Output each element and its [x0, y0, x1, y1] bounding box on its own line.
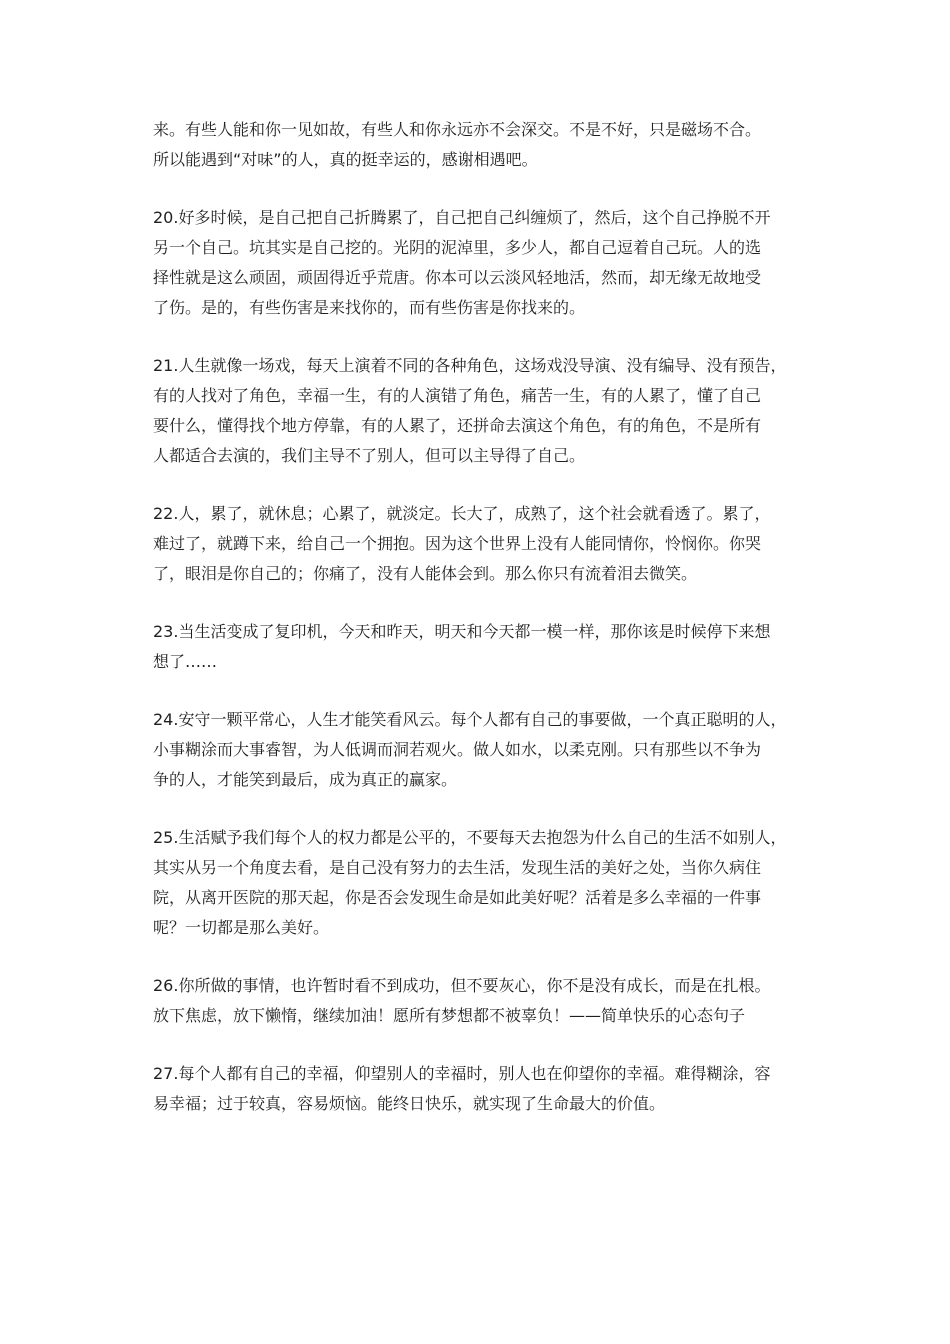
text-line: 27.每个人都有自己的幸福，仰望别人的幸福时，别人也在仰望你的幸福。难得糊涂，容: [153, 1064, 771, 1083]
text-line: 择性就是这么顽固，顽固得近乎荒唐。你本可以云淡风轻地活，然而，却无缘无故地受: [153, 268, 762, 287]
text-line: 另一个自己。坑其实是自己挖的。光阴的泥淖里，多少人，都自己逗着自己玩。人的选: [153, 238, 762, 257]
text-line: 有的人找对了角色，幸福一生，有的人演错了角色，痛苦一生，有的人累了，懂了自己: [153, 386, 762, 405]
text-line: 21.人生就像一场戏，每天上演着不同的各种角色，这场戏没导演、没有编导、没有预告，: [153, 356, 787, 375]
paragraph-20: [153, 203, 803, 323]
paragraph-26: [153, 971, 803, 1031]
text-line: 来。有些人能和你一见如故，有些人和你永远亦不会深交。不是不好，只是磁场不合。: [153, 120, 762, 139]
paragraph-21: [153, 351, 803, 471]
text-line: 所以能遇到“对味”的人，真的挺幸运的，感谢相遇吧。: [153, 150, 538, 169]
document-body: [153, 115, 803, 1147]
text-line: 要什么，懂得找个地方停靠，有的人累了，还拼命去演这个角色，有的角色，不是所有: [153, 416, 762, 435]
text-line: 25.生活赋予我们每个人的权力都是公平的，不要每天去抱怨为什么自己的生活不如别人，: [153, 828, 787, 847]
paragraph-25: [153, 823, 803, 943]
text-line: 想了……: [153, 652, 218, 671]
text-line: 22.人，累了，就休息；心累了，就淡定。长大了，成熟了，这个社会就看透了。累了，: [153, 504, 771, 523]
text-line: 争的人，才能笑到最后，成为真正的赢家。: [153, 770, 458, 789]
text-line: 院，从离开医院的那天起，你是否会发现生命是如此美好呢？活着是多么幸福的一件事: [153, 888, 762, 907]
text-line: 26.你所做的事情，也许暂时看不到成功，但不要灰心，你不是没有成长，而是在扎根。: [153, 976, 771, 995]
paragraph-19-continued: [153, 115, 803, 175]
text-line: 24.安守一颗平常心，人生才能笑看风云。每个人都有自己的事要做，一个真正聪明的人，: [153, 710, 787, 729]
paragraph-27: [153, 1059, 803, 1119]
text-line: 23.当生活变成了复印机，今天和昨天，明天和今天都一模一样，那你该是时候停下来想: [153, 622, 771, 641]
paragraph-22: [153, 499, 803, 589]
text-line: 了，眼泪是你自己的；你痛了，没有人能体会到。那么你只有流着泪去微笑。: [153, 564, 698, 583]
text-line: 人都适合去演的，我们主导不了别人，但可以主导得了自己。: [153, 446, 586, 465]
paragraph-24: [153, 705, 803, 795]
text-line: 难过了，就蹲下来，给自己一个拥抱。因为这个世界上没有人能同情你，怜悯你。你哭: [153, 534, 762, 553]
text-line: 呢？一切都是那么美好。: [153, 918, 330, 937]
paragraph-23: [153, 617, 803, 677]
text-line: 了伤。是的，有些伤害是来找你的，而有些伤害是你找来的。: [153, 298, 586, 317]
text-line: 放下焦虑，放下懒惰，继续加油！愿所有梦想都不被辜负！——简单快乐的心态句子: [153, 1006, 746, 1025]
text-line: 其实从另一个角度去看，是自己没有努力的去生活，发现生活的美好之处，当你久病住: [153, 858, 762, 877]
text-line: 易幸福；过于较真，容易烦恼。能终日快乐，就实现了生命最大的价值。: [153, 1094, 666, 1113]
text-line: 小事糊涂而大事睿智，为人低调而洞若观火。做人如水，以柔克刚。只有那些以不争为: [153, 740, 762, 759]
text-line: 20.好多时候，是自己把自己折腾累了，自己把自己纠缠烦了，然后，这个自己挣脱不开: [153, 208, 771, 227]
